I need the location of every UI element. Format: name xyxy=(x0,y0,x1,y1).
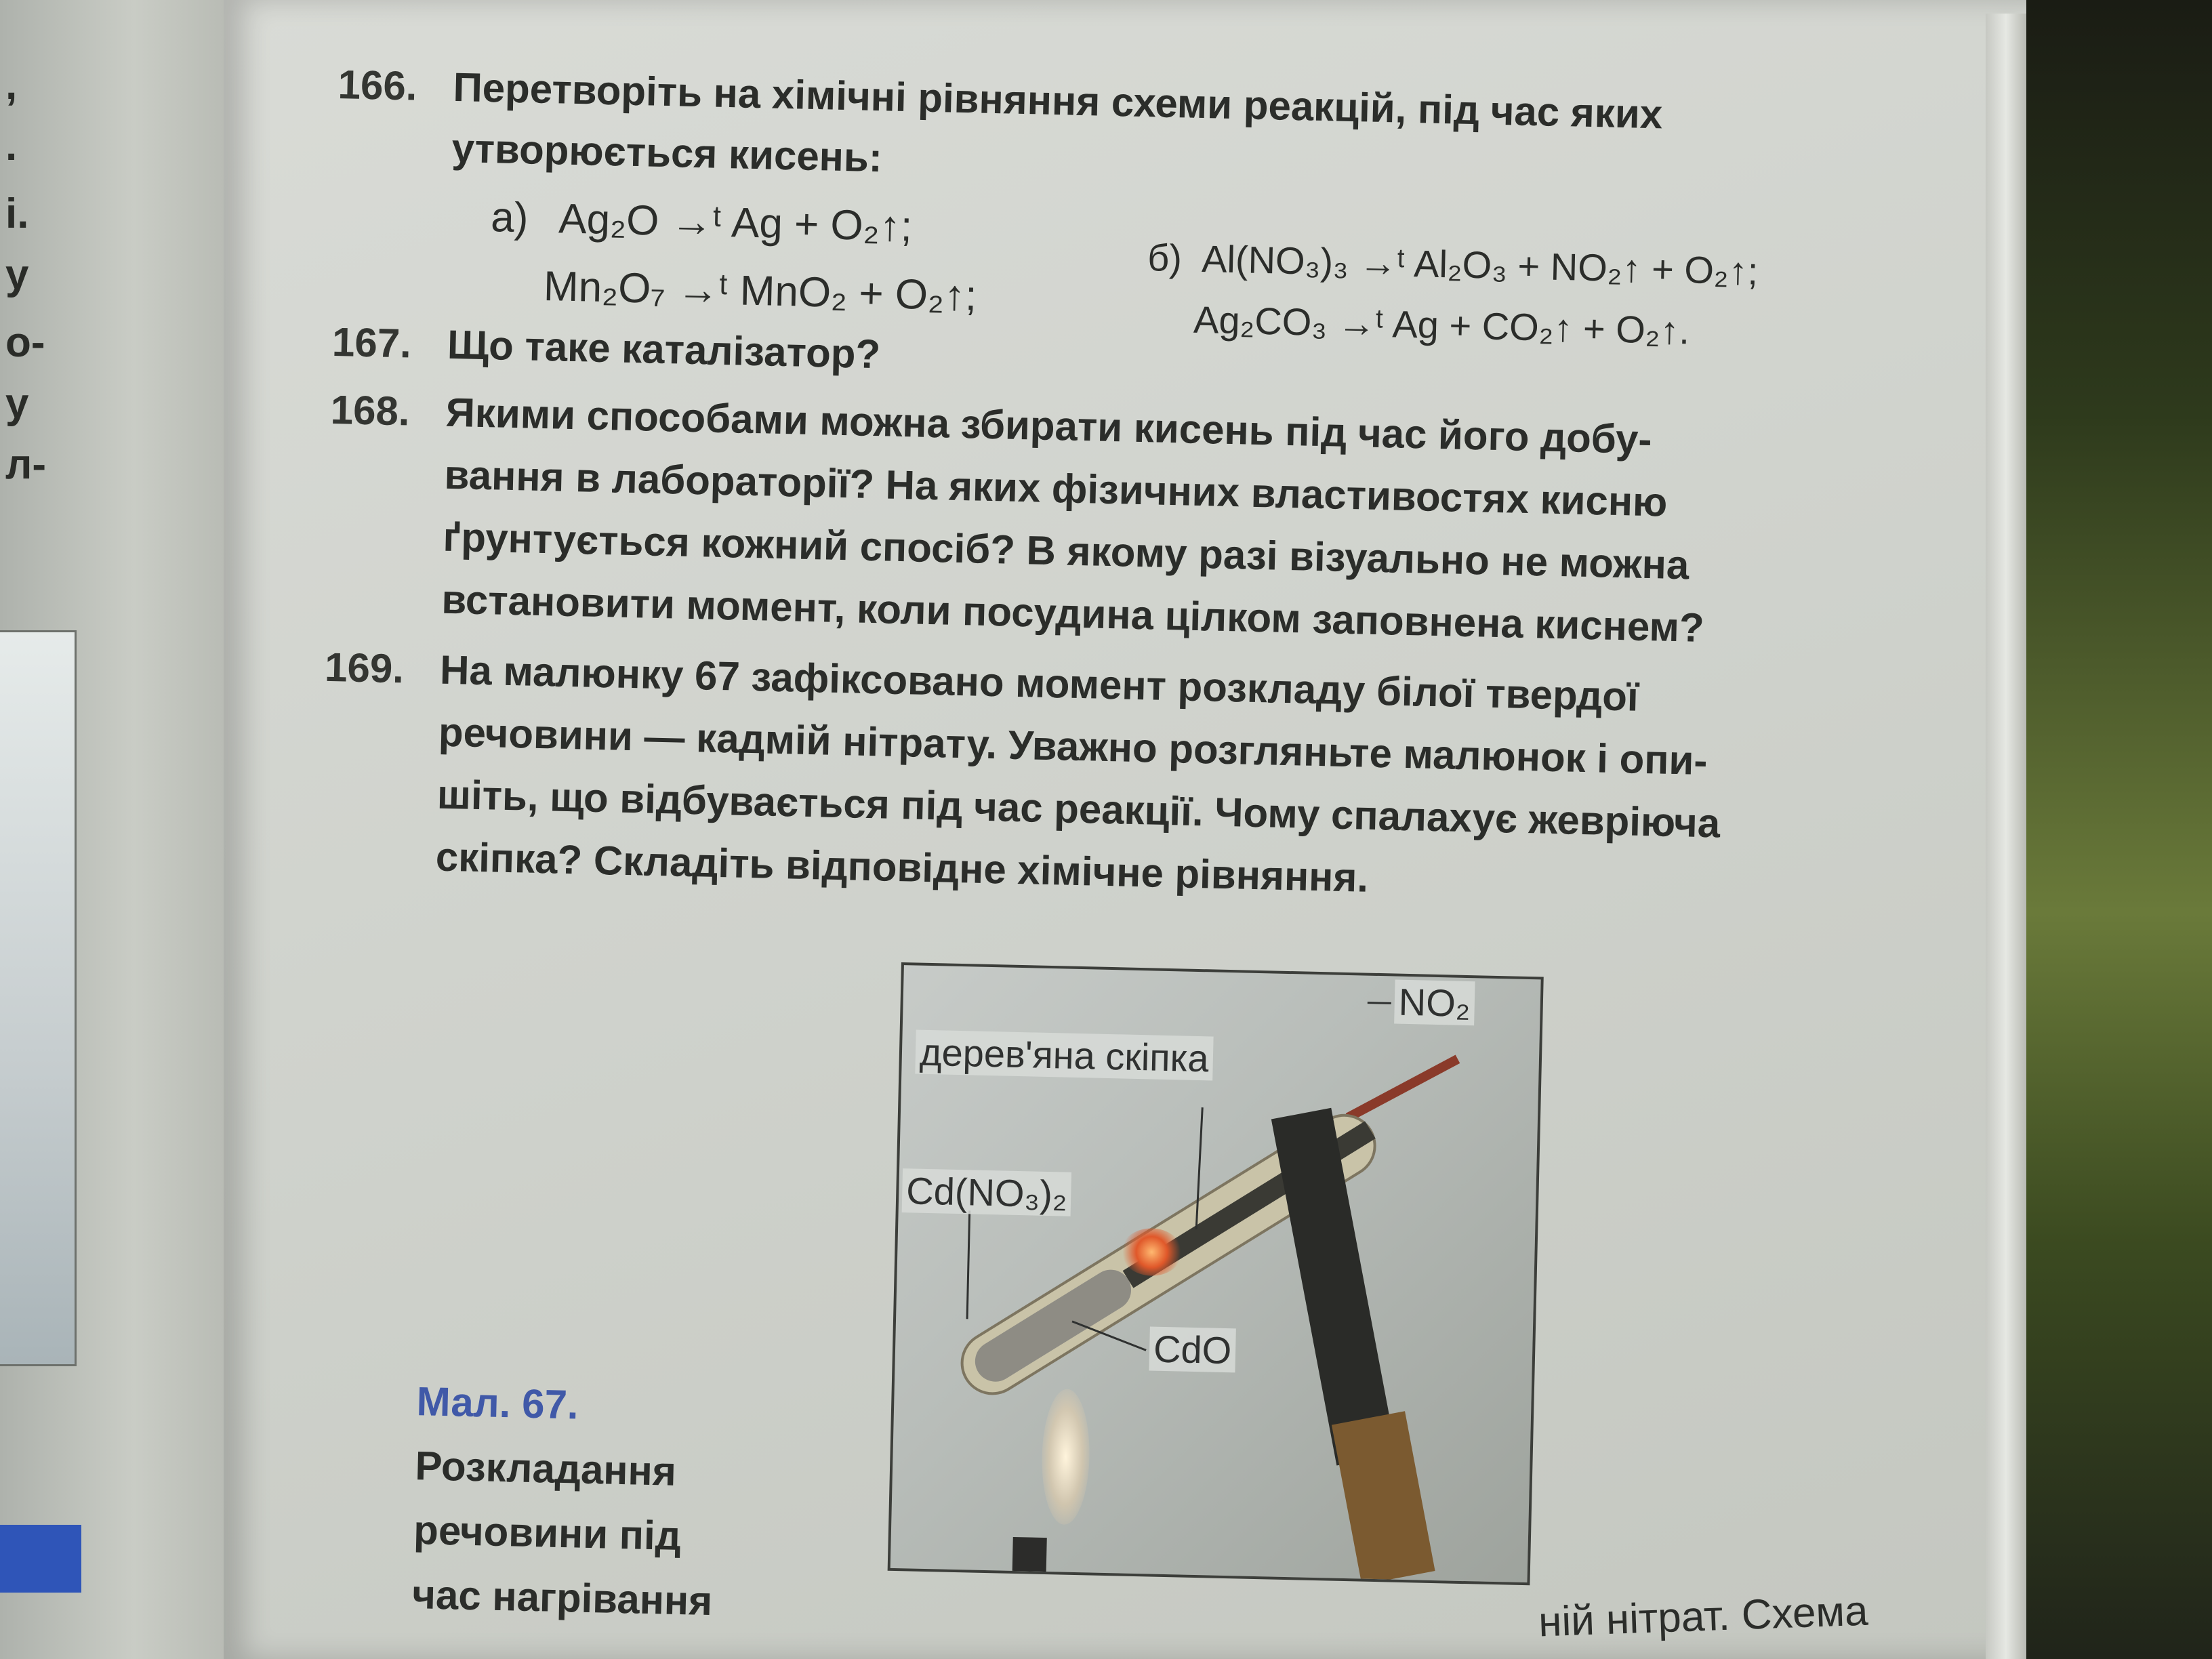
equation: Ag₂CO₃ →ᵗ Ag + CO₂↑ + O₂↑. xyxy=(1193,298,1690,352)
figure-caption-line: Розкладання xyxy=(414,1443,677,1494)
equation: Ag₂O →ᵗ Ag + O₂↑; xyxy=(558,195,913,251)
next-text-fragment: ній нітрат. Схема xyxy=(1537,1587,1869,1646)
burner xyxy=(1012,1537,1046,1578)
left-fragment: . xyxy=(5,123,18,169)
exercise-text: скіпка? Складіть відповідне хімічне рівняння. xyxy=(435,834,1369,901)
label-no2: NO₂ xyxy=(1394,980,1475,1026)
equation-label-a: а) xyxy=(490,194,529,242)
figure-caption-line: речовини під xyxy=(413,1507,682,1559)
left-fragment: і. xyxy=(5,190,29,237)
exercise-text: встановити момент, коли посудина цілком заповнена киснем? xyxy=(441,576,1705,651)
exercise-number: 169. xyxy=(324,644,405,692)
pointer-line xyxy=(1368,1003,1391,1004)
exercise-text: На малюнку 67 зафіксовано момент розкладу білої твердої xyxy=(439,647,1639,720)
figure-caption-line: час нагрівання xyxy=(411,1572,714,1624)
left-fragment: о- xyxy=(5,319,45,366)
exercise-number: 167. xyxy=(331,319,412,367)
page-edge xyxy=(1986,14,2026,1659)
left-page xyxy=(0,0,224,1659)
left-page-blue-tab xyxy=(0,1525,81,1593)
left-fragment: л- xyxy=(5,441,47,488)
clamp-handle xyxy=(1332,1411,1435,1582)
exercise-text: утворюється кисень: xyxy=(451,125,883,181)
label-cdno3: Cd(NO₃)₂ xyxy=(902,1168,1072,1216)
exercise-text: шіть, що відбувається під час реакції. Чому спалахує жевріюча xyxy=(436,771,1721,846)
left-fragment: у xyxy=(5,251,29,298)
background xyxy=(2002,0,2212,1659)
equation: Mn₂O₇ →ᵗ MnO₂ + O₂↑; xyxy=(543,262,978,320)
equation: Al(NO₃)₃ →ᵗ Al₂O₃ + NO₂↑ + O₂↑; xyxy=(1201,237,1759,293)
exercise-number: 168. xyxy=(330,386,411,434)
pointer-line xyxy=(967,1210,970,1319)
left-fragment: у xyxy=(5,380,29,427)
wooden-splint-tip xyxy=(1348,1057,1458,1120)
left-fragment: , xyxy=(5,62,18,108)
exercise-text: ґрунтується кожний спосіб? В якому разі візуально не можна xyxy=(442,514,1690,588)
exercise-text: Перетворіть на хімічні рівняння схеми реакцій, під час яких xyxy=(452,64,1663,138)
clamp xyxy=(1271,1108,1397,1466)
label-cdo: CdO xyxy=(1149,1326,1236,1372)
equation-label-b: б) xyxy=(1147,236,1183,280)
exercise-number: 166. xyxy=(337,61,418,109)
exercise-text: вання в лабораторії? На яких фізичних властивостях кисню xyxy=(443,451,1668,525)
figure-caption-number: Мал. 67. xyxy=(415,1378,579,1428)
exercise-text: Якими способами можна збирати кисень під час його добу- xyxy=(445,389,1653,463)
left-page-photo xyxy=(0,630,77,1366)
exercise-text: Що таке каталізатор? xyxy=(447,321,881,377)
exercise-text: речовини — кадмій нітрату. Уважно розгляньте малюнок і опи- xyxy=(438,709,1708,784)
label-wooden-splint: дерев'яна скіпка xyxy=(915,1030,1213,1081)
figure-photo xyxy=(888,962,1544,1585)
